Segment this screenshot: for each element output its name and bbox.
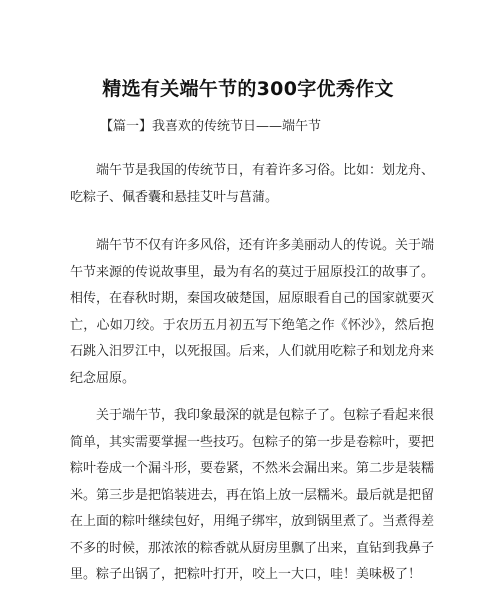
document-title: 精选有关端午节的300字优秀作文	[102, 78, 394, 100]
paragraph-3: 关于端午节，我印象最深的就是包粽子了。包粽子看起来很简单，其实需要掌握一些技巧。包粽子的第一步是卷粽叶，要把粽叶卷成一个漏斗形，要卷紧，不然米会漏出来。第二步是装糯米。第三步是把馅装进去，再在馅上放一层糯米。最后就是把留在上面的粽叶继续包好，用绳子绑牢，放到锅里煮了。当煮得差不多的时候，那浓浓的粽香就从厨房里飘了出来，直钻到我鼻子里。粽子出锅了，把粽叶打开，咬上一大口，哇！美味极了！	[70, 408, 435, 582]
section-heading: 【篇一】我喜欢的传统节日——端午节	[100, 119, 322, 134]
paragraph-2: 端午节不仅有许多风俗，还有许多美丽动人的传说。关于端午节来源的传说故事里，最为有名的莫过于屈原投江的故事了。相传，在春秋时期，秦国攻破楚国，屈原眼看自己的国家就要灭亡，心如刀绞。于农历五月初五写下绝笔之作《怀沙》，然后抱石跳入汨罗江中，以死报国。后来，人们就用吃粽子和划龙舟来纪念屈原。	[70, 238, 435, 386]
paragraph-1: 端午节是我国的传统节日，有着许多习俗。比如：划龙舟、吃粽子、佩香囊和悬挂艾叶与菖蒲。	[70, 163, 435, 205]
